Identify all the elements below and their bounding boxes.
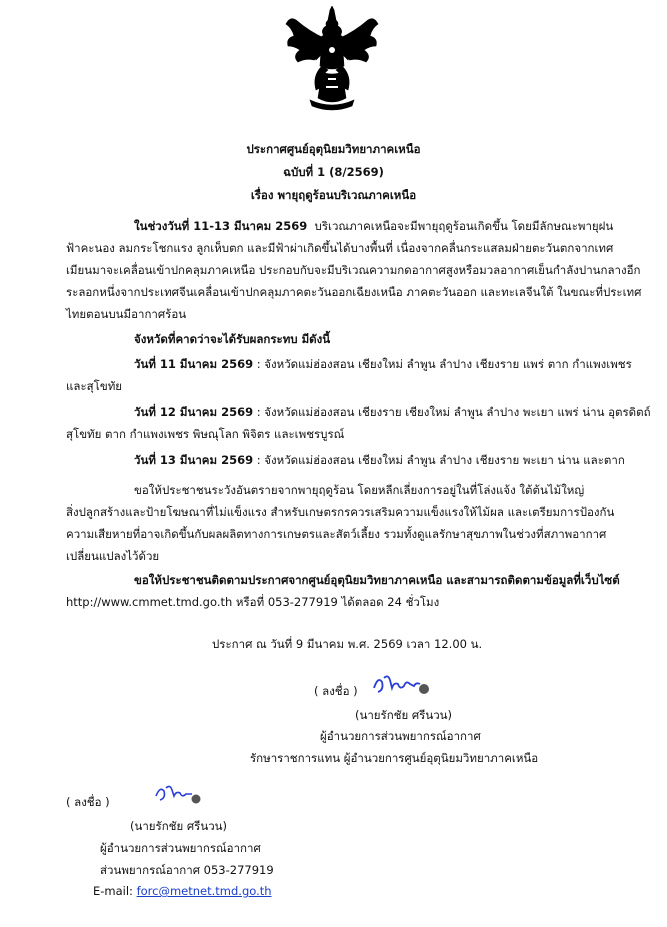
footer-handwritten-signature bbox=[152, 782, 206, 806]
announcement-date: ประกาศ ณ วันที่ 9 มีนาคม พ.ศ. 2569 เวลา 12.00 น. bbox=[212, 637, 483, 651]
affected-date: วันที่ 11 มีนาคม 2569 bbox=[134, 357, 254, 371]
affected-provinces-cont: และสุโขทัย bbox=[66, 379, 123, 393]
affected-date: วันที่ 13 มีนาคม 2569 bbox=[134, 453, 254, 467]
subject-line: เรื่อง พายุฤดูร้อนบริเวณภาคเหนือ bbox=[250, 188, 417, 202]
garuda-emblem-icon bbox=[282, 6, 382, 112]
advice-line: เปลี่ยนแปลงไว้ด้วย bbox=[66, 549, 160, 563]
affected-heading: จังหวัดที่คาดว่าจะได้รับผลกระทบ มีดังนี้ bbox=[134, 332, 331, 346]
signer-acting-position: รักษาราชการแทน ผู้อำนวยการศูนย์อุตุนิยมวิทยาภาคเหนือ bbox=[250, 751, 539, 765]
signer-name: (นายรักชัย ศรีนวน) bbox=[355, 708, 453, 722]
follow-line: ขอให้ประชาชนติดตามประกาศจากศูนย์อุตุนิยมวิทยาภาคเหนือ และสามารถติดตามข้อมูลที่เว็บไซต์ bbox=[134, 573, 620, 587]
affected-day-1 bbox=[134, 354, 632, 374]
advice-line: ขอให้ประชาชนระวังอันตรายจากพายุฤดูร้อน โดยหลีกเลี่ยงการอยู่ในที่โล่งแจ้ง ใต้ต้นไม้ใหญ่ bbox=[134, 483, 585, 497]
advice-line: ความเสียหายที่อาจเกิดขึ้นกับผลผลิตทางการเกษตรและสัตว์เลี้ยง รวมทั้งดูแลรักษาสุขภาพในช่วงที่สภาพอากาศ bbox=[66, 527, 607, 541]
email-link[interactable]: forc@metnet.tmd.go.th bbox=[136, 884, 272, 898]
footer-signer-name: (นายรักชัย ศรีนวน) bbox=[130, 819, 228, 833]
affected-provinces: : จังหวัดแม่ฮ่องสอน เชียงใหม่ ลำพูน ลำปาง เชียงราย พะเยา น่าน และตาก bbox=[253, 453, 625, 467]
announcement-title: ประกาศศูนย์อุตุนิยมวิทยาภาคเหนือ bbox=[246, 142, 421, 156]
footer-signer-position: ผู้อำนวยการส่วนพยากรณ์อากาศ bbox=[100, 841, 261, 855]
handwritten-signature bbox=[370, 672, 434, 698]
intro-line: บริเวณภาคเหนือจะมีพายุฤดูร้อนเกิดขึ้น โดยมีลักษณะพายุฝน bbox=[314, 219, 614, 233]
follow-contact-line: http://www.cmmet.tmd.go.th หรือที่ 053-277919 ได้ตลอด 24 ชั่วโมง bbox=[66, 595, 440, 609]
affected-day-2 bbox=[134, 402, 651, 422]
footer-email-row bbox=[93, 884, 272, 898]
issue-number: ฉบับที่ 1 (8/2569) bbox=[283, 165, 384, 179]
email-label: E-mail: bbox=[93, 884, 137, 898]
intro-line: เมียนมาจะเคลื่อนเข้าปกคลุมภาคเหนือ ประกอบกับจะมีบริเวณความกดอากาศสูงหรือมวลอากาศเย็นกำลังปานกลางอีก bbox=[66, 263, 641, 277]
intro-line: ระลอกหนึ่งจากประเทศจีนเคลื่อนเข้าปกคลุมภาคตะวันออกเฉียงเหนือ ภาคตะวันออก และทะเลจีนใต้ ในขณะที่ประเทศ bbox=[66, 285, 642, 299]
intro-line: ฟ้าคะนอง ลมกระโชกแรง ลูกเห็บตก และมีฟ้าผ่าเกิดขึ้นได้บางพื้นที่ เนื่องจากคลื่นกระแสลมฝ่ายตะวันตกจากเทศ bbox=[66, 241, 614, 255]
signer-position: ผู้อำนวยการส่วนพยากรณ์อากาศ bbox=[320, 729, 481, 743]
advice-line: สิ่งปลูกสร้างและป้ายโฆษณาที่ไม่แข็งแรง สำหรับเกษตรกรควรเสริมความแข็งแรงให้ไม้ผล และเตรียมการป้องกัน bbox=[66, 505, 615, 519]
affected-date: วันที่ 12 มีนาคม 2569 bbox=[134, 405, 254, 419]
intro-date: ในช่วงวันที่ 11-13 มีนาคม 2569 bbox=[134, 219, 308, 233]
intro-line: ไทยตอนบนมีอากาศร้อน bbox=[66, 307, 187, 321]
footer-division-phone: ส่วนพยากรณ์อากาศ 053-277919 bbox=[100, 863, 274, 877]
affected-provinces: : จังหวัดแม่ฮ่องสอน เชียงใหม่ ลำพูน ลำปาง เชียงราย แพร่ ตาก กำแพงเพชร bbox=[253, 357, 632, 371]
affected-provinces: : จังหวัดแม่ฮ่องสอน เชียงราย เชียงใหม่ ลำพูน ลำปาง พะเยา แพร่ น่าน อุตรดิตถ์ bbox=[253, 405, 651, 419]
footer-sign-label: ( ลงชื่อ ) bbox=[66, 795, 110, 809]
intro-first-line bbox=[134, 216, 613, 236]
affected-day-3 bbox=[134, 450, 625, 470]
affected-provinces-cont: สุโขทัย ตาก กำแพงเพชร พิษณุโลก พิจิตร และเพชรบูรณ์ bbox=[66, 427, 345, 441]
sign-label: ( ลงชื่อ ) bbox=[314, 684, 358, 698]
